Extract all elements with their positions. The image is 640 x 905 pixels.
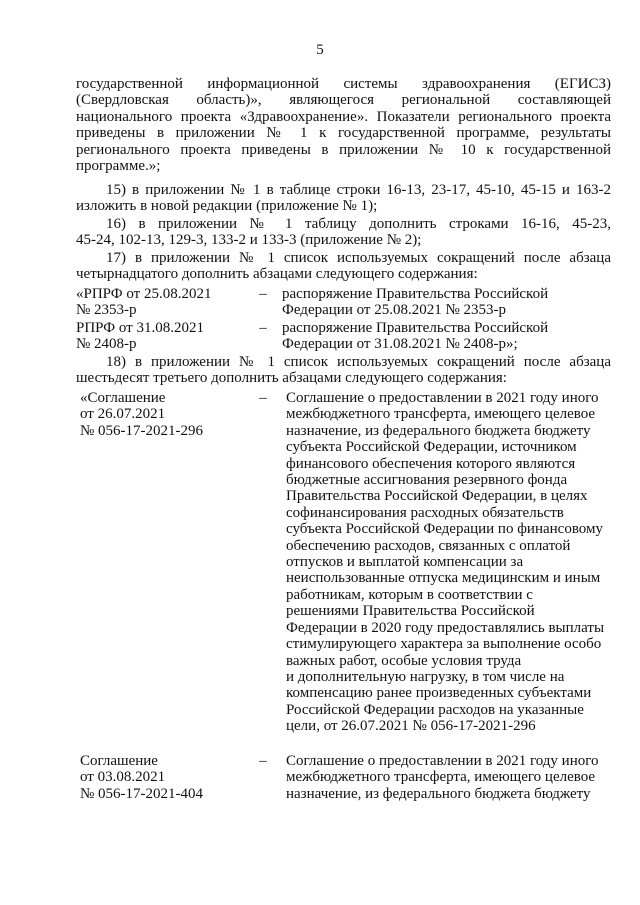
text-line: приведены в приложении № 1 к государственной программе, результаты bbox=[76, 125, 611, 142]
page-number: 5 bbox=[316, 42, 324, 58]
text-line: четырнадцатого дополнить абзацами следующего содержания: bbox=[76, 266, 478, 283]
abbreviation-term: «РПРФ от 25.08.2021 № 2353-р bbox=[76, 286, 212, 319]
abbreviation-dash: – bbox=[259, 286, 267, 302]
item-18-paragraph bbox=[76, 354, 611, 387]
text-line: изложить в новой редакции (приложение № 1); bbox=[76, 198, 378, 215]
text-line: 45-24, 102-13, 129-3, 133-2 и 133-3 (приложение № 2); bbox=[76, 232, 422, 249]
text-line: 16) в приложении № 1 таблицу дополнить строками 16-16, 45-23, bbox=[106, 216, 611, 232]
abbreviation-dash: – bbox=[259, 320, 267, 336]
text-line: программе.»; bbox=[76, 158, 161, 175]
text-line: государственной информационной системы здравоохранения (ЕГИСЗ) bbox=[76, 76, 611, 92]
text-line: регионального проекта приведены в приложении № 10 к государственной bbox=[76, 141, 611, 158]
text-line: 17) в приложении № 1 список используемых сокращений после абзаца bbox=[106, 250, 611, 266]
abbreviation-definition: Соглашение о предоставлении в 2021 году иного межбюджетного трансферта, имеющего целевое назначение, из федерального бюджета бюджету субъекта Российской Федерации, источником финансового обеспечения которого являются бюджетные ассигнования резервного фонда Правительства Российской Федерации, в целях софинансирования расходных обязательств субъекта Российской Федерации по финансовому обеспечению расходов, связанных с оплатой отпусков и выплатой компенсации за неиспользованные отпуска медицинским и иным работникам, которым в соответствии с решениями Правительства Российской Федерации в 2020 году предоставлялись выплаты стимулирующего характера за выполнение особо важных работ, особые условия труда и дополнительную нагрузку, в том числе на компенсацию ранее произведенных субъектами Российской Федерации расходов на указанные цели, от 26.07.2021 № 056-17-2021-296 bbox=[286, 390, 605, 735]
abbreviation-term: «Соглашение от 26.07.2021 № 056-17-2021-296 bbox=[80, 390, 204, 439]
text-line: национального проекта «Здравоохранение». Показатели регионального проекта bbox=[76, 108, 611, 125]
text-line: (Свердловская область)», являющегося региональной составляющей bbox=[76, 92, 611, 109]
text-line: 18) в приложении № 1 список используемых сокращений после абзаца bbox=[106, 354, 611, 370]
item-17-paragraph bbox=[76, 250, 611, 283]
item-15-paragraph bbox=[76, 182, 611, 215]
item-16-paragraph bbox=[76, 216, 611, 249]
continuation-paragraph bbox=[76, 76, 611, 174]
abbreviation-definition: распоряжение Правительства Российской Федерации от 31.08.2021 № 2408-р»; bbox=[282, 320, 549, 353]
abbreviation-term: РПРФ от 31.08.2021 № 2408-р bbox=[76, 320, 204, 353]
abbreviation-dash: – bbox=[259, 390, 267, 406]
text-line: 15) в приложении № 1 в таблице строки 16-13, 23-17, 45-10, 45-15 и 163-2 bbox=[106, 182, 611, 198]
abbreviation-definition: Соглашение о предоставлении в 2021 году иного межбюджетного трансферта, имеющего целевое назначение, из федерального бюджета бюджету bbox=[286, 753, 599, 802]
abbreviation-definition: распоряжение Правительства Российской Федерации от 25.08.2021 № 2353-р bbox=[282, 286, 549, 319]
abbreviation-dash: – bbox=[259, 753, 267, 769]
text-line: шестьдесят третьего дополнить абзацами следующего содержания: bbox=[76, 370, 507, 387]
abbreviation-term: Соглашение от 03.08.2021 № 056-17-2021-404 bbox=[80, 753, 204, 802]
